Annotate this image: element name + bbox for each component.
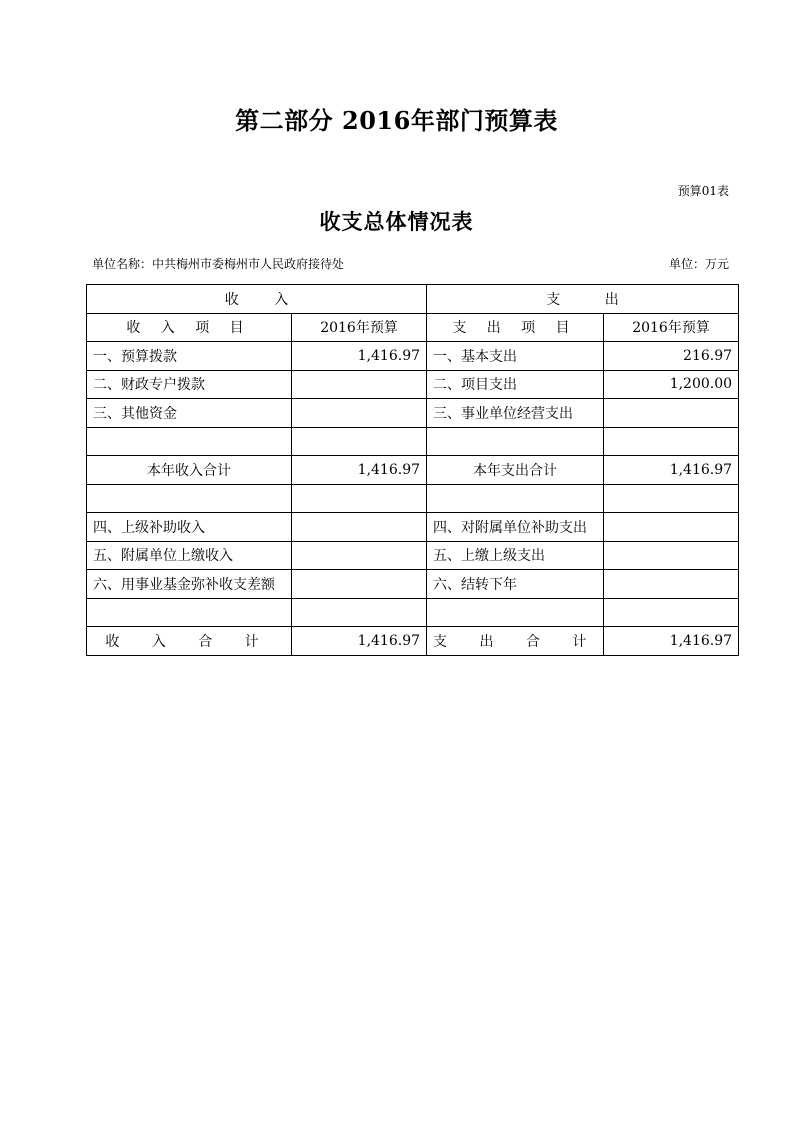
income-item-cell: 三、其他资金 xyxy=(87,399,292,428)
table-row xyxy=(87,598,739,627)
expense-subtotal-value: 1,416.97 xyxy=(604,456,739,485)
budget-table xyxy=(86,284,739,656)
expense-item-header: 支 出 项 目 xyxy=(427,313,604,342)
expense-item-cell: 三、事业单位经营支出 xyxy=(427,399,604,428)
income-total-label: 收 入 合 计 xyxy=(87,627,292,656)
income-total-value: 1,416.97 xyxy=(292,627,427,656)
expense-subtotal-label: 本年支出合计 xyxy=(427,456,604,485)
expense-item-cell xyxy=(427,484,604,513)
expense-value-cell xyxy=(604,513,739,542)
total-row xyxy=(87,627,739,656)
income-value-cell xyxy=(292,484,427,513)
income-value-cell xyxy=(292,598,427,627)
table-row xyxy=(87,541,739,570)
income-item-cell: 五、附属单位上缴收入 xyxy=(87,541,292,570)
table-row xyxy=(87,370,739,399)
income-subtotal-value: 1,416.97 xyxy=(292,456,427,485)
expense-total-label: 支 出 合 计 xyxy=(427,627,604,656)
income-value-cell xyxy=(292,399,427,428)
table-title: 收支总体情况表 xyxy=(319,209,474,234)
expense-item-cell xyxy=(427,427,604,456)
income-item-header: 收 入 项 目 xyxy=(87,313,292,342)
table-row xyxy=(87,484,739,513)
income-item-cell: 四、上级补助收入 xyxy=(87,513,292,542)
income-value-cell xyxy=(292,513,427,542)
income-subtotal-label: 本年收入合计 xyxy=(87,456,292,485)
table-row xyxy=(87,427,739,456)
table-row xyxy=(87,570,739,599)
income-value-cell xyxy=(292,570,427,599)
part-title: 第二部分 2016年部门预算表 xyxy=(235,106,558,135)
expense-item-cell: 四、对附属单位补助支出 xyxy=(427,513,604,542)
expense-item-cell: 五、上缴上级支出 xyxy=(427,541,604,570)
income-value-cell xyxy=(292,427,427,456)
group-header-row xyxy=(87,285,739,314)
table-row xyxy=(87,399,739,428)
income-item-cell: 一、预算拨款 xyxy=(87,342,292,371)
expense-value-cell xyxy=(604,598,739,627)
unit-name: 单位名称：中共梅州市委梅州市人民政府接待处 xyxy=(92,257,345,271)
income-item-cell xyxy=(87,484,292,513)
expense-value-cell xyxy=(604,570,739,599)
expense-value-cell: 216.97 xyxy=(604,342,739,371)
income-value-cell xyxy=(292,541,427,570)
expense-value-cell xyxy=(604,484,739,513)
expense-value-cell xyxy=(604,399,739,428)
expense-value-cell xyxy=(604,541,739,570)
income-group-header: 收 入 xyxy=(87,285,427,314)
income-item-cell xyxy=(87,427,292,456)
income-item-cell xyxy=(87,598,292,627)
expense-group-header: 支 出 xyxy=(427,285,739,314)
expense-item-cell: 一、基本支出 xyxy=(427,342,604,371)
income-item-cell: 二、财政专户拨款 xyxy=(87,370,292,399)
expense-item-cell: 二、项目支出 xyxy=(427,370,604,399)
expense-item-cell: 六、结转下年 xyxy=(427,570,604,599)
income-item-cell: 六、用事业基金弥补收支差额 xyxy=(87,570,292,599)
subtotal-row xyxy=(87,456,739,485)
expense-total-value: 1,416.97 xyxy=(604,627,739,656)
expense-item-cell xyxy=(427,598,604,627)
expense-budget-header: 2016年预算 xyxy=(604,313,739,342)
income-value-cell xyxy=(292,370,427,399)
unit-label: 单位：万元 xyxy=(668,257,729,271)
column-header-row xyxy=(87,313,739,342)
table-row xyxy=(87,342,739,371)
table-number: 预算01表 xyxy=(677,184,729,198)
expense-value-cell: 1,200.00 xyxy=(604,370,739,399)
expense-value-cell xyxy=(604,427,739,456)
table-row xyxy=(87,513,739,542)
income-value-cell: 1,416.97 xyxy=(292,342,427,371)
income-budget-header: 2016年预算 xyxy=(292,313,427,342)
